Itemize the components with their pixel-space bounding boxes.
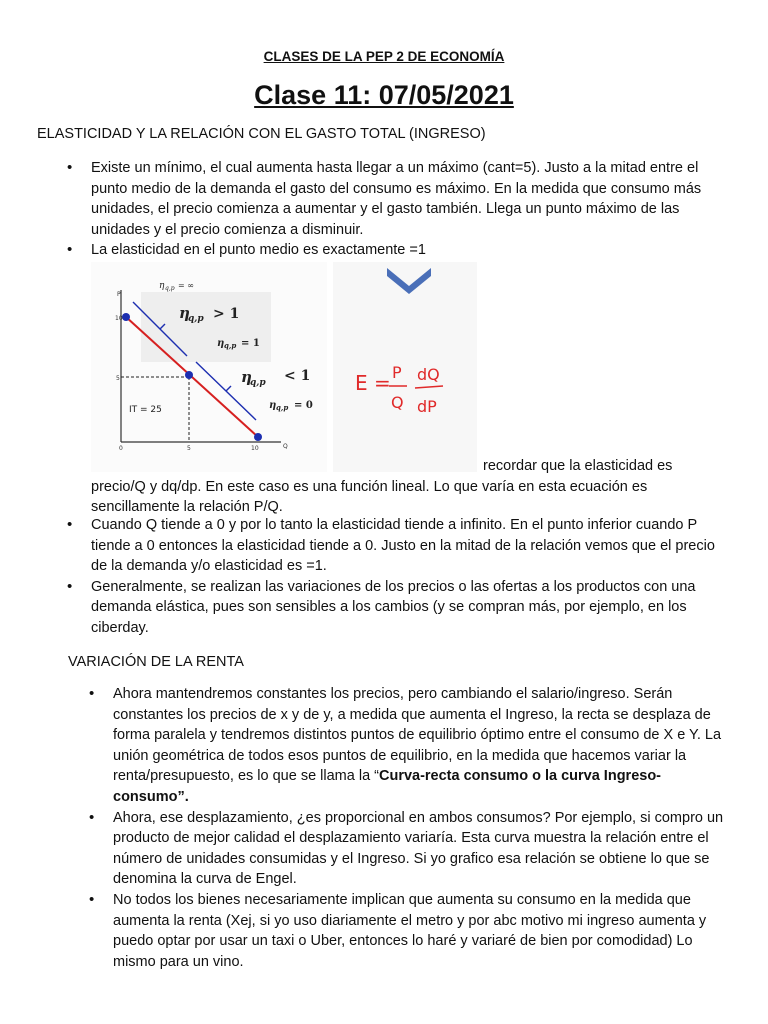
formula-dp: dP <box>417 397 437 416</box>
list-item: • Cuando Q tiende a 0 y por lo tanto la elasticidad tiende a infinito. En el punto inferior cuando P tiende a 0 entonces la elasticidad tiende a 0. Justo en la mitad de la relación vemos que el precio de la demanda y/o elasticidad es =1. <box>91 515 731 577</box>
section-heading-elasticity: ELASTICIDAD Y LA RELACIÓN CON EL GASTO TOTAL (INGRESO) <box>37 126 486 142</box>
bullet-text: Ahora mantendremos constantes los precios, pero cambiando el salario/ingreso. Serán constantes los precios de x y de y, a medida que aumenta el Ingreso, la recta se desplaza de forma paralela y tendremos distintos puntos de equilibrio óptimo entre el consumo de X e Y. La unión geométrica de todos esos puntos de equilibrio, en la medida que hacemos variar la renta/presupuesto, es lo que se llama la “ <box>113 686 722 785</box>
formula-q: Q <box>391 393 404 412</box>
list-item: • No todos los bienes necesariamente implican que aumenta su consumo en la medida que aumenta la renta (Xej, si yo uso diariamente el metro y por abc motivo mi ingreso aumenta y puedo optar por usar un taxi o Uber, entonces lo haré y variaré de bien por comodidad) Lo mismo para un vino. <box>113 890 725 972</box>
document-kicker: CLASES DE LA PEP 2 DE ECONOMÍA <box>263 49 505 64</box>
bullet-list-elasticity-cont <box>91 515 731 639</box>
bullet-end: ”. <box>177 788 189 805</box>
eta-inf-symbol: η <box>159 281 165 291</box>
bullet-list-income <box>113 684 725 972</box>
eta-lt-symbol: η <box>241 368 252 386</box>
eta-gt-rhs: > 1 <box>213 306 240 322</box>
recall-paragraph: recordar que la elasticidad es precio/Q y dq/dp. En este caso es una función lineal. Lo que varía en esta ecuación es sencillamente la relación P/Q. <box>91 458 673 516</box>
eta-zero-symbol: η <box>269 400 277 411</box>
eta-inf-sub: q,p <box>165 285 175 292</box>
y-tick-max: 10 <box>115 315 123 322</box>
eta-zero-sub: q,p <box>276 403 289 412</box>
y-tick-mid: 5 <box>116 375 120 382</box>
eta-lt-sub: q,p <box>250 378 266 388</box>
eta-lt-rhs: < 1 <box>284 368 311 384</box>
formula-p: P <box>392 363 402 382</box>
eta-inf-rhs: = ∞ <box>178 281 194 290</box>
section-heading-income: VARIACIÓN DE LA RENTA <box>68 654 244 670</box>
x-tick-mid: 5 <box>187 445 191 452</box>
eta-zero-rhs: = 0 <box>294 400 313 411</box>
point-top <box>122 313 130 321</box>
eta-gt-symbol: η <box>179 304 190 322</box>
eta-eq-rhs: = 1 <box>241 338 260 349</box>
bullet-bold-term: Curva-recta consumo o la curva Ingreso-consumo <box>113 768 662 805</box>
point-mid <box>185 371 193 379</box>
it-area-label: IT = 25 <box>129 405 162 415</box>
point-bottom <box>254 433 262 441</box>
label-panel-background <box>141 292 271 362</box>
axis-q-label: Q <box>283 443 288 450</box>
list-item: • Existe un mínimo, el cual aumenta hasta llegar a un máximo (cant=5). Justo a la mitad entre el punto medio de la demanda el gasto del consumo es máximo. En la medida que consumo más unidades, el precio comienza a aumentar y el gasto también. Llega un punto máximo de las unidades y el precio comienza a disminuir. <box>91 158 731 240</box>
formula-panel-background <box>333 262 477 472</box>
list-item: • Ahora, ese desplazamiento, ¿es proporcional en ambos consumos? Por ejemplo, si compro un producto de mejor calidad el desplazamiento variaría. Esta curva muestra la relación entre el número de unidades consumidas y el Ingreso. Si yo grafico esa relación se obtiene lo que se denomina la curva de Engel. <box>113 808 725 890</box>
x-tick-zero: 0 <box>119 445 123 452</box>
formula-lhs: E = <box>355 371 391 395</box>
formula-dq: dQ <box>417 365 440 384</box>
eta-eq-symbol: η <box>217 338 225 349</box>
eta-gt-sub: q,p <box>188 314 204 324</box>
list-item: • La elasticidad en el punto medio es exactamente =1 <box>91 240 731 261</box>
eta-eq-sub: q,p <box>224 341 237 350</box>
x-tick-max: 10 <box>251 445 259 452</box>
bullet-list-elasticity <box>91 158 731 261</box>
axis-p-label: P <box>117 291 121 298</box>
page-title: Clase 11: 07/05/2021 <box>254 80 514 110</box>
list-item <box>113 684 725 808</box>
elasticity-figure <box>91 262 477 472</box>
list-item: • Generalmente, se realizan las variaciones de los precios o las ofertas a los productos con una demanda elástica, pues son sensibles a los cambios (y se compran más, por ejemplo, en los ciberday. <box>91 577 731 639</box>
